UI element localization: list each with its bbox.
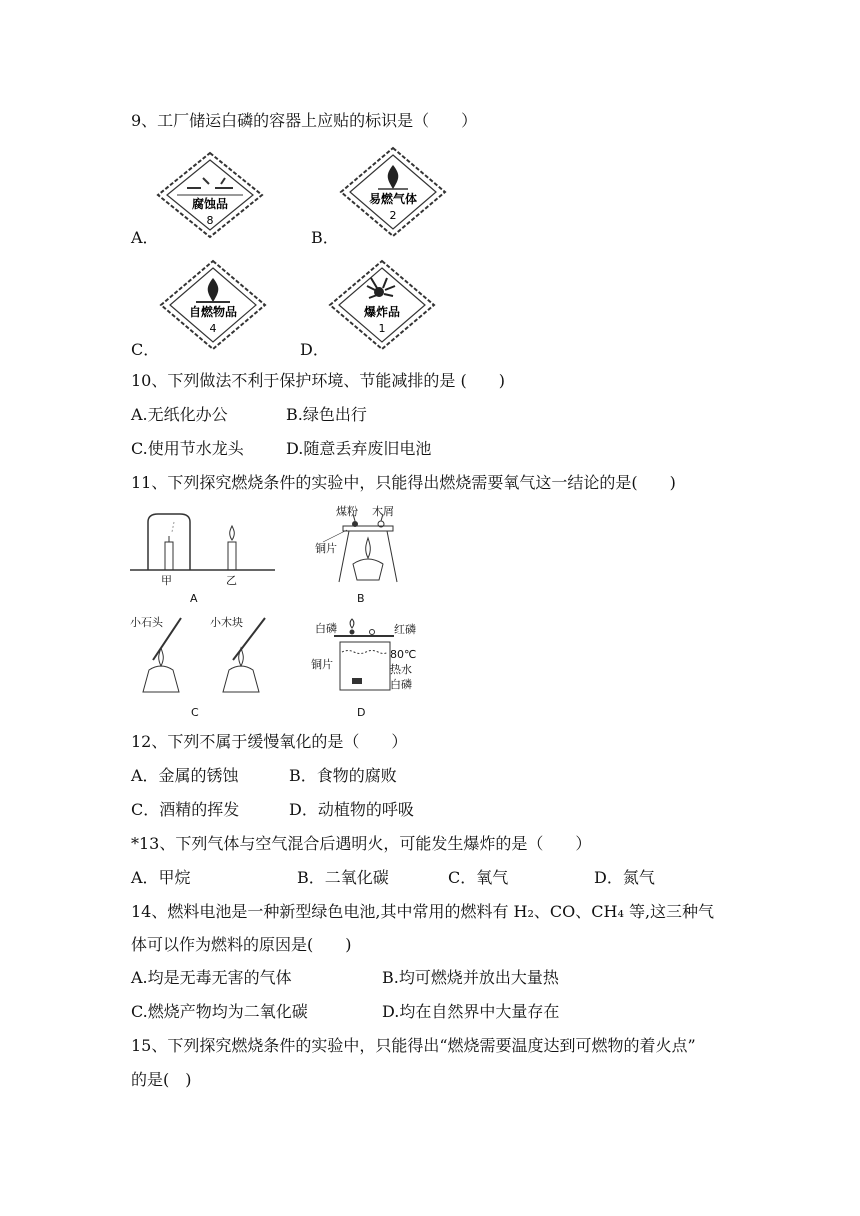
q12-option-d: D．动植物的呼吸	[289, 800, 414, 819]
fig-c-caption: C	[191, 706, 199, 719]
fig-b-meifen: 煤粉	[336, 505, 358, 518]
q12-stem: 12、下列不属于缓慢氧化的是（ ）	[131, 732, 408, 751]
q11-stem: 11、下列探究燃烧条件的实验中，只能得出燃烧需要氧气这一结论的是( )	[131, 473, 676, 492]
q12-option-a: A．金属的锈蚀	[131, 766, 239, 785]
fig-a-caption: A	[190, 592, 198, 605]
sign-c-name: 自燃物品	[188, 305, 238, 319]
q13-option-d: D．氮气	[594, 868, 655, 887]
q10-stem: 10、下列做法不利于保护环境、节能减排的是 ( )	[131, 371, 505, 390]
fig-b-caption: B	[357, 592, 365, 605]
q13-stem: *13、下列气体与空气混合后遇明火，可能发生爆炸的是（ ）	[131, 834, 592, 853]
fig-c-wood: 小木块	[210, 616, 243, 629]
fig-a-jia: 甲	[161, 574, 172, 587]
q9-option-b-label: B．	[311, 228, 339, 247]
fig-a-yi: 乙	[226, 574, 237, 587]
q14-option-b: B.均可燃烧并放出大量热	[382, 968, 559, 987]
figure-a-candles	[130, 510, 280, 590]
fig-b-muxie: 木屑	[372, 505, 394, 518]
fig-d-bailin: 白磷	[315, 622, 337, 635]
q15-stem-line2: 的是( )	[131, 1070, 192, 1089]
sign-b-name: 易燃气体	[368, 192, 418, 206]
q14-stem-line1: 14、燃料电池是一种新型绿色电池,其中常用的燃料有 H₂、CO、CH₄ 等,这三种气	[131, 902, 715, 921]
q9-option-d-label: D．	[300, 340, 329, 359]
q13-option-c: C．氧气	[448, 868, 509, 887]
sign-a-num: 8	[206, 214, 214, 227]
fig-b-tongpian: 铜片	[315, 542, 337, 555]
q9-option-a-label: A．	[131, 228, 159, 247]
explosive-sign	[327, 258, 437, 353]
q13-option-a: A．甲烷	[131, 868, 191, 887]
q15-stem-line1: 15、下列探究燃烧条件的实验中，只能得出“燃烧需要温度达到可燃物的着火点”	[131, 1036, 696, 1055]
q10-option-c: C.使用节水龙头	[131, 439, 244, 458]
fig-c-stone: 小石头	[130, 616, 163, 629]
q14-option-a: A.均是无毒无害的气体	[131, 968, 292, 987]
flammable-gas-sign	[338, 145, 448, 240]
q13-option-b: B．二氧化碳	[297, 868, 389, 887]
q14-stem-line2: 体可以作为燃料的原因是( )	[131, 935, 352, 954]
q14-option-c: C.燃烧产物均为二氧化碳	[131, 1002, 308, 1021]
q10-option-d: D.随意丢弃废旧电池	[286, 439, 432, 458]
sign-d-name: 爆炸品	[363, 305, 401, 319]
fig-d-tongpian: 铜片	[311, 658, 333, 671]
fig-d-honglin: 红磷	[394, 623, 416, 636]
q12-option-b: B．食物的腐败	[289, 766, 397, 785]
fig-d-bailin-water: 白磷	[390, 678, 412, 691]
sign-d-num: 1	[378, 322, 386, 335]
fig-d-reshui: 热水	[390, 663, 412, 676]
q12-option-c: C．酒精的挥发	[131, 800, 240, 819]
q9-stem: 9、工厂储运白磷的容器上应贴的标识是（ ）	[131, 111, 478, 130]
fig-d-caption: D	[357, 706, 366, 719]
q14-option-d: D.均在自然界中大量存在	[382, 1002, 560, 1021]
sign-c-num: 4	[209, 322, 217, 335]
q10-option-a: A.无纸化办公	[131, 405, 228, 424]
spontaneous-combustion-sign	[158, 258, 268, 353]
corrosive-hazard-sign	[155, 150, 265, 240]
sign-b-num: 2	[389, 209, 397, 222]
q10-option-b: B.绿色出行	[286, 405, 367, 424]
q9-option-c-label: C．	[131, 340, 160, 359]
sign-a-name: 腐蚀品	[191, 197, 229, 211]
fig-d-temp: 80℃	[390, 648, 417, 661]
